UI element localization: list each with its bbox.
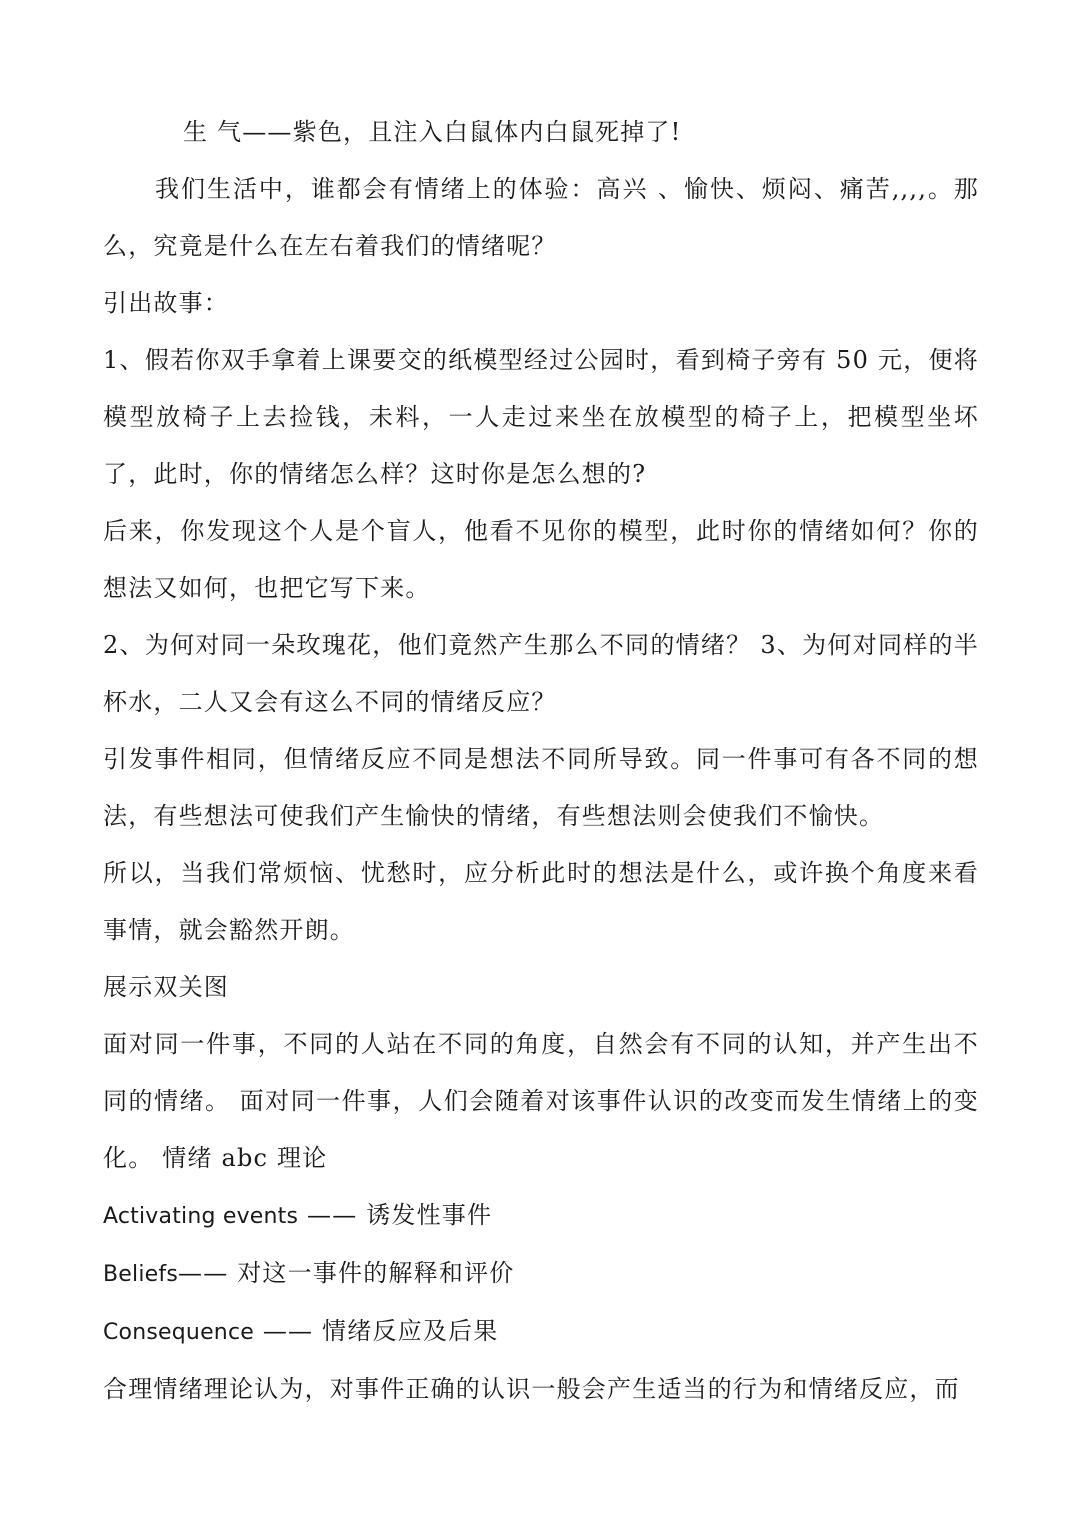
abc-term: Activating events: [103, 1204, 299, 1229]
abc-desc: —— 情绪反应及后果: [253, 1317, 499, 1345]
paragraph-story-1: 1、假若你双手拿着上课要交的纸模型经过公园时，看到椅子旁有 50 元，便将模型放椅子上去捡钱，未料，一人走过来坐在放模型的椅子上，把模型坐坏了，此时，你的情绪怎么样？这时你是怎么想的?: [103, 346, 979, 488]
abc-term: Beliefs: [103, 1262, 178, 1287]
paragraph-blind-man: 后来，你发现这个人是个盲人，他看不见你的模型，此时你的情绪如何？你的想法又如何，也把它写下来。: [103, 517, 979, 602]
abc-item-consequence: [103, 1303, 979, 1361]
abc-term: Consequence: [103, 1320, 254, 1345]
paragraph-emotion-experience: 我们生活中，谁都会有情绪上的体验：高兴 、愉快、烦闷、痛苦,,,,。那么，究竟是什么在左右着我们的情绪呢？: [103, 175, 979, 260]
abc-desc: —— 对这一事件的解释和评价: [178, 1259, 515, 1287]
paragraph-story-intro: 引出故事：: [103, 289, 229, 317]
paragraph-change-angle: 所以，当我们常烦恼、忧愁时，应分析此时的想法是什么，或许换个角度来看事情，就会豁然开朗。: [103, 859, 979, 944]
paragraph-story-2-3: 2、为何对同一朵玫瑰花，他们竟然产生那么不同的情绪？ 3、为何对同样的半杯水，二人又会有这么不同的情绪反应？: [103, 631, 979, 716]
abc-item-activating: [103, 1187, 979, 1245]
paragraph-different-thoughts: 引发事件相同，但情绪反应不同是想法不同所导致。同一件事可有各不同的想法，有些想法可使我们产生愉快的情绪，有些想法则会使我们不愉快。: [103, 745, 979, 830]
paragraph-perspective: 面对同一件事，不同的人站在不同的角度，自然会有不同的认知，并产生出不同的情绪。 面对同一件事，人们会随着对该事件认识的改变而发生情绪上的变化。 情绪 abc 理论: [103, 1030, 979, 1172]
abc-item-beliefs: [103, 1245, 979, 1303]
paragraph-rational-emotion-theory: 合理情绪理论认为，对事件正确的认识一般会产生适当的行为和情绪反应，而: [103, 1375, 960, 1403]
paragraph-show-image: 展示双关图: [103, 973, 229, 1001]
paragraph-anger-purple: 生 气——紫色，且注入白鼠体内白鼠死掉了!: [183, 118, 682, 146]
document-body: [103, 104, 979, 1418]
abc-desc: —— 诱发性事件: [298, 1201, 493, 1229]
